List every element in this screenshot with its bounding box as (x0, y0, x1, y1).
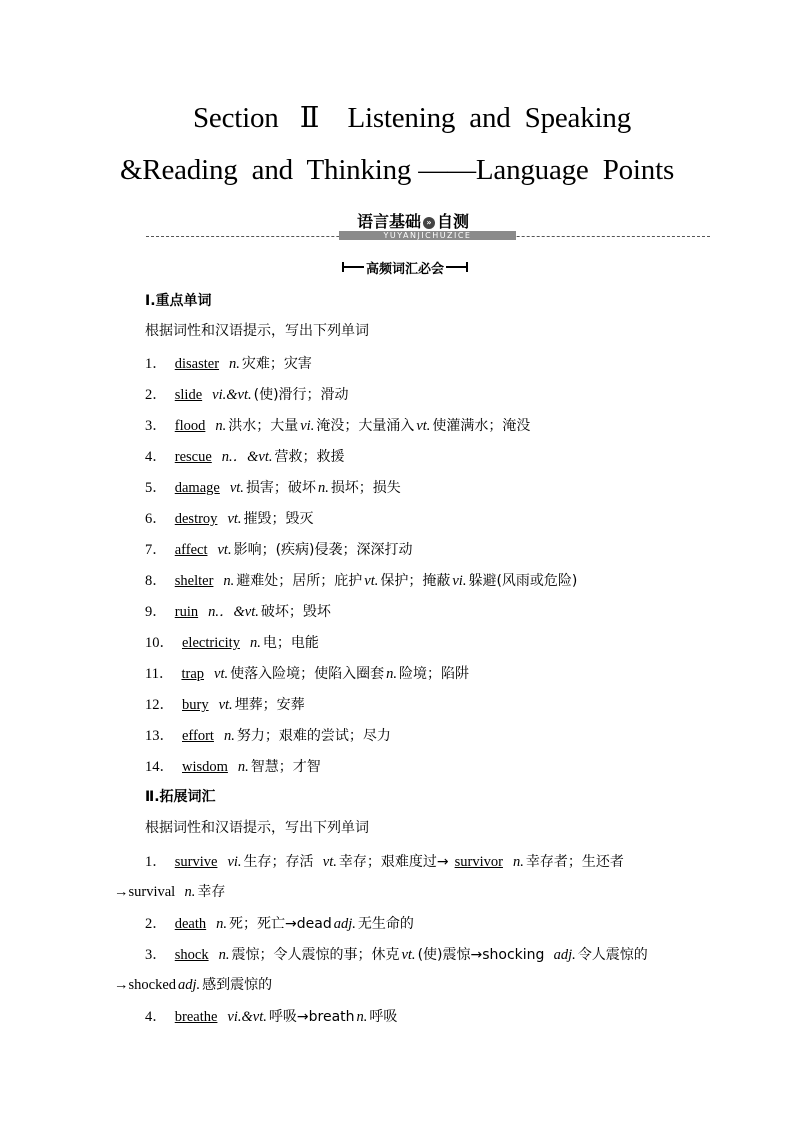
part-of-speech: adj. (333, 916, 356, 932)
answer-word: survive (174, 854, 218, 870)
list-item (145, 600, 331, 621)
meaning: 埋葬；安葬 (234, 697, 305, 713)
part-of-speech: n.．&vt. (221, 449, 273, 465)
banner-pinyin: YUYANJICHUZICE (339, 231, 516, 240)
part-of-speech: vt. (229, 480, 244, 496)
meaning: 灾难；灾害 (241, 356, 312, 372)
meaning: 躲避(风雨或危险) (468, 573, 578, 589)
list-item (145, 445, 345, 466)
list-item (145, 1005, 397, 1026)
section-banner (146, 209, 710, 245)
meaning: 破坏；毁坏 (260, 604, 331, 620)
meaning: 努力；艰难的尝试；尽力 (236, 728, 391, 744)
section-1-label: Ⅰ.重点单词 (145, 293, 212, 309)
part-of-speech: n. (216, 916, 228, 932)
list-item-continuation (114, 974, 272, 994)
meaning: 影响；(疾病)侵袭；深深打动 (233, 542, 413, 558)
meaning: (使)滑行；滑动 (253, 387, 349, 403)
meaning: 生存；存活 (243, 854, 314, 870)
meaning: 幸存者；生还者 (525, 854, 624, 870)
list-item (145, 414, 530, 435)
meaning: 使落入险境；使陷入圈套 (230, 666, 385, 682)
item-number: 8． (145, 573, 167, 589)
part-of-speech: n. (184, 884, 196, 900)
meaning: 避难处；居所；庇护 (236, 573, 363, 589)
banner-box (339, 209, 516, 241)
answer-word: flood (174, 418, 206, 434)
meaning: 感到震惊的 (202, 977, 273, 993)
list-item (145, 693, 305, 714)
list-item-continuation (114, 881, 225, 901)
section-title-line2: &Reading and Thinking ——Language Points (119, 154, 675, 186)
part-of-speech: vt. (364, 573, 379, 589)
banner-left: 语言基础 (357, 212, 422, 231)
item-number: 7． (145, 542, 167, 558)
part-of-speech: vt. (401, 947, 416, 963)
answer-word: destroy (174, 511, 218, 527)
subheading (342, 258, 468, 280)
part-of-speech: vi. (452, 573, 467, 589)
item-number: 14． (145, 759, 174, 775)
subheading-text: 高频词汇必会 (366, 262, 445, 277)
answer-word: damage (174, 480, 220, 496)
arrow-badge-icon: » (423, 217, 435, 229)
item-number: 10． (145, 635, 174, 651)
part-of-speech: n. (223, 573, 235, 589)
answer-word: trap (181, 666, 205, 682)
meaning: 幸存；艰难度过→ (338, 854, 449, 870)
item-number: 4． (145, 1009, 167, 1025)
part-of-speech: vi. (227, 854, 242, 870)
item-number: 2． (145, 916, 167, 932)
part-of-speech: adj. (553, 947, 576, 963)
part-of-speech: vt. (217, 542, 232, 558)
part-of-speech: n. (249, 635, 261, 651)
section-title-line1: Section Ⅱ Listening and Speaking (193, 102, 631, 134)
part-of-speech: vt. (322, 854, 337, 870)
answer-word: electricity (182, 635, 240, 651)
meaning: 损害；破坏 (245, 480, 316, 496)
part-of-speech: n.．&vt. (208, 604, 259, 620)
answer-word: disaster (174, 356, 220, 372)
answer-word: shelter (174, 573, 214, 589)
item-number: 5． (145, 480, 167, 496)
answer-word: ruin (174, 604, 199, 620)
meaning: 淹没；大量涌入 (316, 418, 415, 434)
meaning: 震惊；令人震惊的事；休克 (231, 947, 400, 963)
part-of-speech: n. (237, 759, 249, 775)
answer-word: breathe (174, 1009, 218, 1025)
answer-word: death (174, 916, 207, 932)
list-item (145, 507, 314, 528)
meaning: 智慧；才智 (250, 759, 321, 775)
item-number: 6． (145, 511, 167, 527)
part-of-speech: vi.&vt. (227, 1009, 267, 1025)
answer-word: rescue (174, 449, 212, 465)
list-item (145, 724, 391, 745)
list-item (145, 912, 414, 933)
part-of-speech: vt. (218, 697, 233, 713)
section-2-label: Ⅱ.拓展词汇 (145, 789, 216, 805)
answer-word: effort (182, 728, 214, 744)
meaning: 呼吸 (369, 1009, 398, 1025)
list-item (145, 943, 648, 964)
meaning: 电；电能 (262, 635, 319, 651)
list-item (145, 631, 319, 652)
part-of-speech: n. (356, 1009, 368, 1025)
part-of-speech: n. (229, 356, 240, 372)
meaning: 摧毁；毁灭 (243, 511, 314, 527)
meaning: 洪水；大量 (228, 418, 299, 434)
list-item (145, 383, 349, 404)
banner-title (357, 209, 469, 232)
section-2-instruction: 根据词性和汉语提示，写出下列单词 (145, 820, 369, 836)
meaning: 保护；掩蔽 (380, 573, 451, 589)
list-item (145, 352, 312, 373)
answer-word: shock (174, 947, 209, 963)
list-item (145, 538, 413, 559)
item-number: 4． (145, 449, 167, 465)
list-item (145, 755, 321, 776)
item-number: 1． (145, 854, 167, 870)
part-of-speech: n. (218, 947, 230, 963)
item-number: 3． (145, 947, 167, 963)
meaning: 死；死亡→dead (229, 916, 332, 932)
answer-word: survivor (454, 854, 503, 870)
item-number: 1． (145, 356, 167, 372)
answer-word: wisdom (182, 759, 228, 775)
part-of-speech: vt. (227, 511, 242, 527)
part-of-speech: vi.&vt. (212, 387, 252, 403)
derived-word: →survival (114, 884, 176, 900)
part-of-speech: adj. (178, 977, 201, 993)
section-1-instruction: 根据词性和汉语提示，写出下列单词 (145, 323, 369, 339)
meaning: (使)震惊→shocking (417, 947, 545, 963)
banner-right: 自测 (437, 212, 470, 231)
subheading-left-rule (342, 266, 364, 268)
meaning: 令人震惊的 (577, 947, 648, 963)
part-of-speech: n. (317, 480, 329, 496)
subheading-right-rule (446, 266, 468, 268)
item-number: 12． (145, 697, 174, 713)
list-item (145, 850, 624, 871)
meaning: 幸存 (197, 884, 226, 900)
meaning: 呼吸→breath (268, 1009, 355, 1025)
part-of-speech: vt. (416, 418, 431, 434)
item-number: 2． (145, 387, 167, 403)
list-item (145, 476, 401, 497)
meaning: 无生命的 (357, 916, 414, 932)
answer-word: slide (174, 387, 203, 403)
meaning: 使灌满水；淹没 (432, 418, 531, 434)
item-number: 3． (145, 418, 167, 434)
meaning: 营救；救援 (274, 449, 345, 465)
part-of-speech: n. (223, 728, 235, 744)
list-item (145, 569, 577, 590)
answer-word: bury (182, 697, 209, 713)
item-number: 9． (145, 604, 167, 620)
item-number: 13． (145, 728, 174, 744)
meaning: 险境；陷阱 (398, 666, 469, 682)
meaning: 损坏；损失 (330, 480, 401, 496)
item-number: 11． (145, 666, 174, 682)
part-of-speech: n. (386, 666, 397, 682)
answer-word: affect (174, 542, 208, 558)
list-item (145, 662, 469, 683)
derived-word: →shocked (114, 977, 177, 993)
part-of-speech: vi. (300, 418, 315, 434)
part-of-speech: n. (215, 418, 227, 434)
part-of-speech: vt. (214, 666, 229, 682)
part-of-speech: n. (512, 854, 524, 870)
